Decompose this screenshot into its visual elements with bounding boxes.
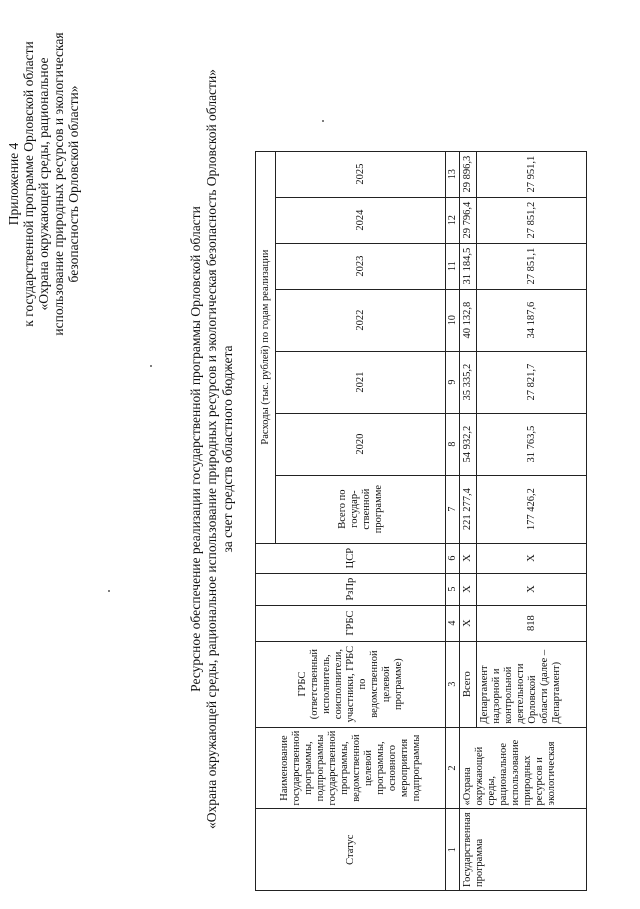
header-grbs-group: ГРБС (ответственный исполнитель, соисполнители, участники, ГРБС по ведомственной целевой программе)	[256, 641, 446, 727]
cell-program-name: «Охрана окружающей среды, рациональное использование природных ресурсов и экологическая	[460, 727, 587, 809]
header-csr: ЦСР	[256, 543, 446, 573]
resource-table	[255, 151, 587, 891]
cell-year-value: 29 796,4	[460, 197, 477, 243]
header-year: 2022	[276, 289, 446, 351]
heading-line: Ресурсное обеспечение реализации государственной программы Орловской области	[188, 206, 203, 692]
cell-year-value: 40 132,8	[460, 289, 477, 351]
column-number: 2	[446, 727, 460, 809]
column-number: 5	[446, 573, 460, 605]
cell-year-value: 54 932,2	[460, 413, 477, 475]
header-expenses-group: Расходы (тыс. рублей) по годам реализации	[256, 151, 276, 543]
cell-year-value: 27 951,1	[477, 151, 587, 197]
scan-speck	[108, 590, 110, 592]
header-year: 2020	[276, 413, 446, 475]
heading-line: за счет средств областного бюджета	[220, 345, 235, 553]
appendix-line: к государственной программе Орловской области	[21, 41, 36, 327]
document-heading	[188, 49, 236, 849]
cell-total: 177 426,2	[477, 475, 587, 543]
header-year: 2023	[276, 243, 446, 289]
column-number: 4	[446, 605, 460, 641]
header-year: 2025	[276, 151, 446, 197]
header-rzpr: РзПр	[256, 573, 446, 605]
cell-year-value: 31 763,5	[477, 413, 587, 475]
appendix-block	[6, 19, 81, 349]
header-total: Всего по государ-ственной программе	[276, 475, 446, 543]
column-number: 6	[446, 543, 460, 573]
header-grbs: ГРБС	[256, 605, 446, 641]
header-year: 2024	[276, 197, 446, 243]
heading-line: «Охрана окружающей среды, рациональное использование природных ресурсов и экологическая безопасность Орловской области»	[204, 69, 219, 829]
scan-speck	[322, 120, 324, 122]
table-row	[460, 151, 477, 890]
scan-speck	[150, 365, 152, 367]
column-number: 9	[446, 351, 460, 413]
appendix-line: «Охрана окружающей среды, рациональное	[36, 57, 51, 311]
column-number: 1	[446, 809, 460, 891]
column-number: 10	[446, 289, 460, 351]
cell-grbs: 818	[477, 605, 587, 641]
column-number: 13	[446, 151, 460, 197]
cell-year-value: 27 851,2	[477, 197, 587, 243]
cell-grbs: Х	[460, 605, 477, 641]
column-number: 3	[446, 641, 460, 727]
appendix-line: безопасность Орловской области»	[66, 85, 81, 283]
column-number: 12	[446, 197, 460, 243]
cell-year-value: 29 896,3	[460, 151, 477, 197]
column-number: 8	[446, 413, 460, 475]
header-year: 2021	[276, 351, 446, 413]
header-status: Статус	[256, 809, 446, 891]
cell-year-value: 35 335,2	[460, 351, 477, 413]
cell-status: Государственная программа	[460, 809, 587, 891]
cell-total: 221 277,4	[460, 475, 477, 543]
cell-year-value: 27 821,7	[477, 351, 587, 413]
cell-executor: Департамент надзорной и контрольной деятельности Орловской области (далее – Департамент)	[477, 641, 587, 727]
column-number: 11	[446, 243, 460, 289]
cell-rzpr: Х	[477, 573, 587, 605]
cell-rzpr: Х	[460, 573, 477, 605]
appendix-line: использование природных ресурсов и экологическая	[51, 32, 66, 336]
cell-year-value: 31 184,5	[460, 243, 477, 289]
cell-csr: Х	[460, 543, 477, 573]
cell-executor: Всего	[460, 641, 477, 727]
column-number: 7	[446, 475, 460, 543]
cell-year-value: 27 851,1	[477, 243, 587, 289]
cell-csr: Х	[477, 543, 587, 573]
appendix-line: Приложение 4	[6, 142, 21, 226]
cell-year-value: 34 187,6	[477, 289, 587, 351]
header-name: Наименование государственной программы, подпрограммы государственной программы, ведомственной целевой программы, основного мероприятия подпрограммы	[256, 727, 446, 809]
